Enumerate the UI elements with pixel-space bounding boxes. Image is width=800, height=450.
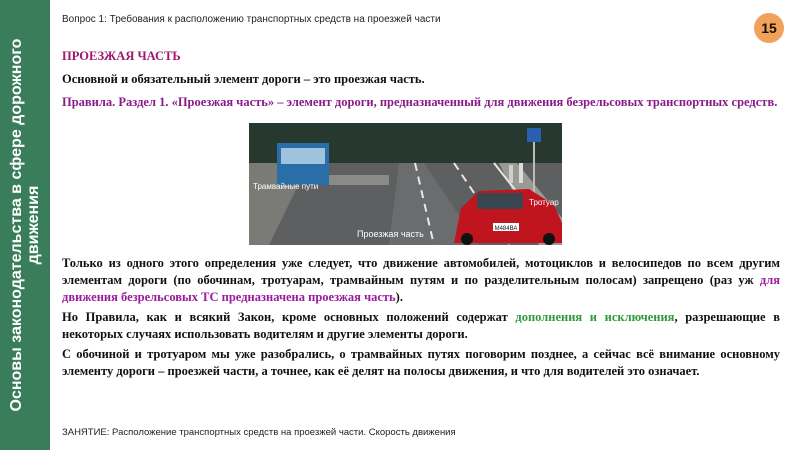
sidebar	[0, 0, 50, 450]
question-title: Вопрос 1: Требования к расположению транспортных средств на проезжей части	[62, 14, 441, 25]
lesson-footer: ЗАНЯТИЕ: Расположение транспортных средств на проезжей части. Скорость движения	[62, 427, 456, 438]
sidewalk-label: Тротуар	[529, 198, 559, 207]
rule-definition: Правила. Раздел 1. «Проезжая часть» – элемент дороги, предназначенный для движения безрельсовых транспортных средств.	[62, 95, 778, 109]
sidebar-title: Основы законодательства в сфере дорожного движения	[8, 38, 42, 412]
highlight-exceptions: дополнения и исключения	[515, 310, 675, 324]
paragraph-3: С обочиной и тротуаром мы уже разобрались, о трамвайных путях поговорим позднее, а сейчас всё внимание основному элементу дороги – проезжей части, а точнее, как её делят на полосы движения, и что для водителей это означает.	[62, 347, 780, 378]
tram-tracks-label: Трамвайные пути	[253, 182, 319, 191]
road-illustration	[249, 123, 562, 245]
section-heading: ПРОЕЗЖАЯ ЧАСТЬ	[62, 49, 181, 63]
intro-line: Основной и обязательный элемент дороги – это проезжая часть.	[62, 72, 425, 86]
paragraph-1: Только из одного этого определения уже следует, что движение автомобилей, мотоциклов и велосипедов по всем другим элементам дороги (по обочинам, тротуарам, трамвайным путям и по разделительным полосам) запрещено (раз уж для движения безрельсовых ТС предназначена проезжая часть).	[62, 256, 780, 304]
slide-content	[62, 48, 780, 380]
paragraph-2: Но Правила, как и всякий Закон, кроме основных положений содержат дополнения и исключения, разрешающие в некоторых случаях использовать водителям и другие элементы дороги.	[62, 310, 780, 341]
highlight-definition: для движения безрельсовых ТС предназначена проезжая часть	[62, 273, 780, 304]
roadway-label: Проезжая часть	[357, 229, 424, 239]
slide-number-badge: 15	[754, 13, 784, 43]
license-plate: М484ВА	[494, 226, 518, 232]
